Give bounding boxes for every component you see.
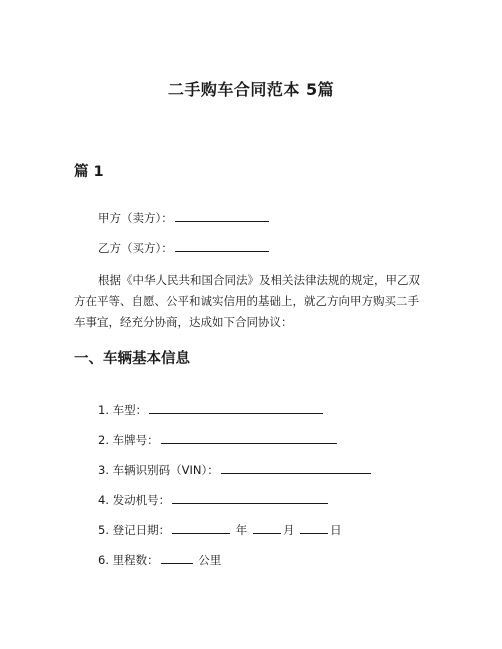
item-engine-blank <box>172 493 328 504</box>
party-b-blank <box>175 241 269 252</box>
item-vin <box>98 462 373 478</box>
reg-day-blank <box>300 523 328 534</box>
item-reg-date <box>98 522 342 538</box>
item-reg-date-label: 5. 登记日期： <box>98 523 171 537</box>
reg-month-unit: 月 <box>282 523 295 537</box>
party-a-line <box>98 210 271 226</box>
item-vin-blank <box>221 463 371 474</box>
item-plate-blank <box>161 433 337 444</box>
reg-day-unit: 日 <box>330 523 342 537</box>
party-a-blank <box>175 211 269 222</box>
document-title: 二手购车合同范本 5篇 <box>167 80 335 99</box>
mileage-unit: 公里 <box>198 553 222 567</box>
item-engine <box>98 492 330 508</box>
reg-month-blank <box>253 523 281 534</box>
preamble-paragraph: 根据《中华人民共和国合同法》及相关法律法规的规定，甲乙双方在平等、自愿、公平和诚实信用的基础上，就乙方向甲方购买二手车事宜，经充分协商，达成如下合同协议： <box>74 273 420 329</box>
party-a-label: 甲方（卖方）： <box>98 211 173 225</box>
item-plate <box>98 432 339 448</box>
reg-year-blank <box>172 523 230 534</box>
item-mileage <box>98 552 221 568</box>
item-engine-label: 4. 发动机号： <box>98 493 171 507</box>
section-1-heading: 一、车辆基本信息 <box>74 351 190 367</box>
item-mileage-blank <box>161 553 193 564</box>
party-b-line <box>98 240 271 256</box>
item-model <box>98 402 325 418</box>
item-plate-label: 2. 车牌号： <box>98 433 159 447</box>
item-vin-label: 3. 车辆识别码（VIN）： <box>98 463 219 477</box>
item-model-blank <box>149 403 323 414</box>
reg-year-unit: 年 <box>235 523 248 537</box>
part-heading: 篇 1 <box>74 164 104 180</box>
party-b-label: 乙方（买方）： <box>98 241 173 255</box>
item-mileage-label: 6. 里程数： <box>98 553 159 567</box>
item-model-label: 1. 车型： <box>98 403 148 417</box>
